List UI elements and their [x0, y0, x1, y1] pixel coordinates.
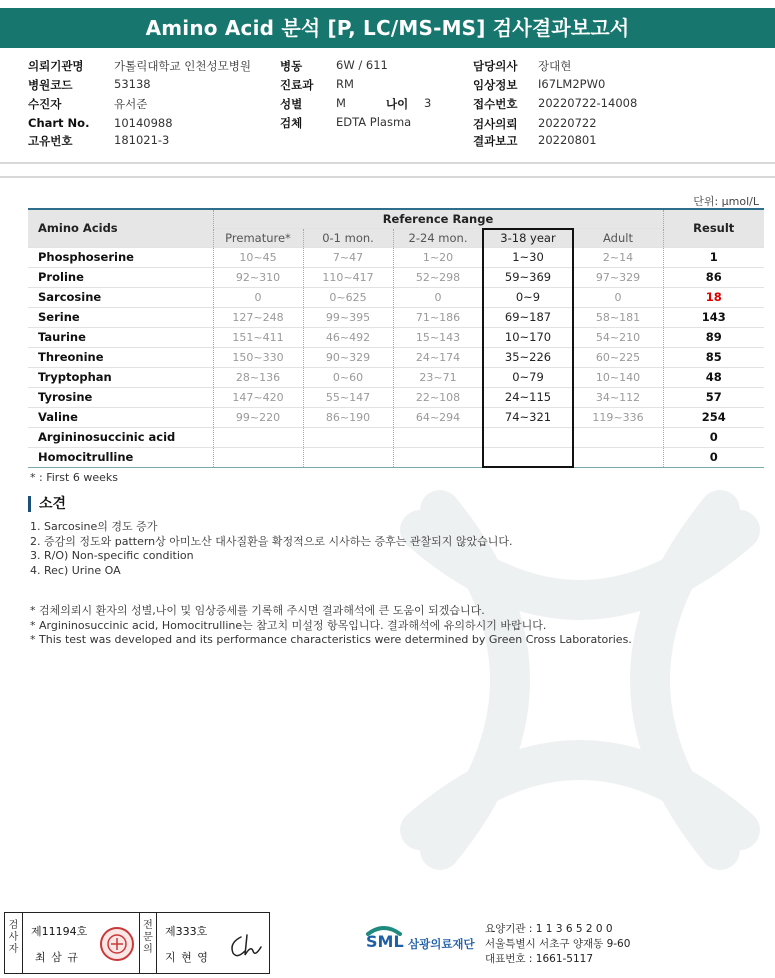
reference-range-cell: 15~143 [393, 327, 483, 347]
result-cell: 48 [663, 367, 764, 387]
reference-range-cell [483, 427, 573, 447]
finding-item: 3. R/O) Non-specific condition [30, 549, 194, 562]
org-name: 삼광의료재단 [408, 937, 475, 951]
range-subheader: 0-1 mon. [303, 228, 393, 247]
info-label: 임상정보 [473, 78, 518, 92]
reference-range-cell: 74~321 [483, 407, 573, 427]
reference-range-cell: 54~210 [573, 327, 663, 347]
reference-range-cell: 0~9 [483, 287, 573, 307]
range-subheader: 3-18 year [483, 228, 573, 247]
reference-range-cell [213, 427, 303, 447]
reference-range-cell: 92~310 [213, 267, 303, 287]
amino-acid-name: Tryptophan [28, 367, 213, 387]
info-value: EDTA Plasma [336, 115, 412, 129]
specialist-license: 제333호 [165, 925, 208, 938]
reference-range-cell [483, 447, 573, 467]
amino-acid-name: Tyrosine [28, 387, 213, 407]
section-divider [0, 162, 775, 164]
reference-range-cell: 34~112 [573, 387, 663, 407]
table-row [28, 427, 764, 447]
reference-range-cell: 86~190 [303, 407, 393, 427]
reference-range-cell: 60~225 [573, 347, 663, 367]
reference-range-cell: 1~30 [483, 247, 573, 267]
info-value: 20220801 [538, 133, 597, 147]
amino-acid-name: Proline [28, 267, 213, 287]
info-label: 결과보고 [473, 134, 518, 148]
info-label: 접수번호 [473, 97, 518, 111]
table-row [28, 447, 764, 467]
reference-range-cell: 0 [393, 287, 483, 307]
result-cell: 86 [663, 267, 764, 287]
note-item: * Argininosuccinic acid, Homocitrulline는 참고치 미설정 항목입니다. 결과해석에 유의하시기 바랍니다. [30, 618, 547, 632]
info-value: M [336, 96, 346, 110]
reference-range-cell: 24~115 [483, 387, 573, 407]
reference-range-cell [303, 447, 393, 467]
reference-range-cell: 1~20 [393, 247, 483, 267]
info-value: 가톨릭대학교 인천성모병원 [114, 59, 251, 73]
amino-acid-table [28, 208, 764, 468]
info-value: I67LM2PW0 [538, 77, 606, 91]
examiner-license: 제11194호 [31, 925, 88, 938]
reference-range-cell: 52~298 [393, 267, 483, 287]
reference-range-cell: 55~147 [303, 387, 393, 407]
info-label: 성별 [280, 97, 303, 111]
result-cell: 0 [663, 427, 764, 447]
specialist-name: 지 현 영 [165, 951, 209, 964]
reference-range-cell: 150~330 [213, 347, 303, 367]
reference-range-cell: 10~140 [573, 367, 663, 387]
info-value: 유서준 [114, 97, 148, 111]
table-row [28, 407, 764, 427]
findings-title: 소견 [28, 496, 66, 512]
reference-range-cell: 10~45 [213, 247, 303, 267]
report-title: Amino Acid 분석 [P, LC/MS-MS] 검사결과보고서 [0, 8, 775, 48]
reference-range-cell: 99~395 [303, 307, 393, 327]
reference-range-cell: 119~336 [573, 407, 663, 427]
reference-range-cell: 110~417 [303, 267, 393, 287]
amino-acid-name: Homocitrulline [28, 447, 213, 467]
info-value: 3 [424, 96, 432, 110]
reference-range-cell: 0~625 [303, 287, 393, 307]
reference-range-cell: 46~492 [303, 327, 393, 347]
reference-range-cell: 99~220 [213, 407, 303, 427]
signature-box [4, 912, 270, 974]
info-label: Chart No. [28, 116, 90, 130]
reference-range-cell: 24~174 [393, 347, 483, 367]
table-row [28, 247, 764, 267]
finding-item: 1. Sarcosine의 경도 증가 [30, 520, 158, 533]
result-cell: 89 [663, 327, 764, 347]
amino-acid-name: Argininosuccinic acid [28, 427, 213, 447]
reference-range-cell [393, 427, 483, 447]
org-code: 요양기관 : 1 1 3 6 5 2 0 0 [485, 923, 613, 935]
info-label: 병동 [280, 59, 303, 73]
result-cell: 57 [663, 387, 764, 407]
reference-range-cell: 58~181 [573, 307, 663, 327]
reference-range-cell [573, 447, 663, 467]
info-value: 53138 [114, 77, 151, 91]
examiner-name: 최 삼 규 [35, 951, 79, 964]
seal-stamp-icon [97, 925, 137, 963]
info-label: 고유번호 [28, 134, 73, 148]
reference-range-cell: 28~136 [213, 367, 303, 387]
reference-range-cell: 127~248 [213, 307, 303, 327]
info-label: 의뢰기관명 [28, 59, 84, 73]
table-row [28, 387, 764, 407]
info-label: 검체 [280, 116, 303, 130]
info-value: 20220722 [538, 116, 597, 130]
examiner-label: 검 사 자 [5, 913, 23, 973]
table-footnote: * : First 6 weeks [30, 471, 118, 484]
reference-range-cell: 71~186 [393, 307, 483, 327]
reference-range-cell: 2~14 [573, 247, 663, 267]
info-value: RM [336, 77, 354, 91]
org-phone: 대표번호 : 1661-5117 [485, 953, 594, 965]
unit-label: 단위: μmol/L [693, 195, 759, 208]
info-label: 수진자 [28, 97, 62, 111]
reference-range-cell [393, 447, 483, 467]
result-cell: 1 [663, 247, 764, 267]
amino-acid-name: Threonine [28, 347, 213, 367]
reference-range-cell: 10~170 [483, 327, 573, 347]
reference-range-cell: 97~329 [573, 267, 663, 287]
range-subheader: 2-24 mon. [393, 228, 483, 247]
info-value: 20220722-14008 [538, 96, 638, 110]
section-divider [0, 176, 775, 178]
reference-range-cell: 90~329 [303, 347, 393, 367]
info-value: 장대현 [538, 59, 572, 73]
reference-range-cell: 64~294 [393, 407, 483, 427]
amino-acid-name: Valine [28, 407, 213, 427]
result-cell: 18 [663, 287, 764, 307]
reference-range-cell: 147~420 [213, 387, 303, 407]
reference-range-cell: 35~226 [483, 347, 573, 367]
range-subheader: Premature* [213, 228, 303, 247]
amino-acid-name: Taurine [28, 327, 213, 347]
org-info [485, 922, 630, 967]
amino-acid-name: Serine [28, 307, 213, 327]
specialist-label: 전 문 의 [139, 913, 157, 973]
result-cell: 0 [663, 447, 764, 467]
note-item: * 검체의뢰시 환자의 성별,나이 및 임상증세를 기록해 주시면 결과해석에 큰 도움이 되겠습니다. [30, 604, 485, 617]
column-header-result: Result [663, 209, 764, 247]
reference-range-cell [303, 427, 393, 447]
range-subheader: Adult [573, 228, 663, 247]
column-header-reference-range: Reference Range [213, 209, 663, 228]
handwritten-signature-icon [227, 929, 265, 961]
info-label: 병원코드 [28, 78, 73, 92]
amino-acid-name: Sarcosine [28, 287, 213, 307]
org-address: 서울특별시 서초구 양재동 9-60 [485, 938, 631, 950]
reference-range-cell: 7~47 [303, 247, 393, 267]
info-label: 진료과 [280, 78, 314, 92]
table-row [28, 327, 764, 347]
reference-range-cell: 0~60 [303, 367, 393, 387]
reference-range-cell: 22~108 [393, 387, 483, 407]
info-label: 담당의사 [473, 59, 518, 73]
reference-range-cell [213, 447, 303, 467]
reference-range-cell: 151~411 [213, 327, 303, 347]
table-row [28, 287, 764, 307]
info-label: 검사의뢰 [473, 117, 518, 131]
reference-range-cell: 59~369 [483, 267, 573, 287]
finding-item: 2. 증감의 정도와 pattern상 아미노산 대사질환을 확정적으로 시사하는 증후는 관찰되지 않았습니다. [30, 534, 513, 548]
table-row [28, 267, 764, 287]
info-value: 10140988 [114, 116, 173, 130]
table-row [28, 307, 764, 327]
column-header-amino-acids: Amino Acids [28, 209, 213, 247]
table-row [28, 347, 764, 367]
info-label: 나이 [386, 97, 409, 111]
amino-acid-name: Phosphoserine [28, 247, 213, 267]
reference-range-cell: 0~79 [483, 367, 573, 387]
info-value: 6W / 611 [336, 58, 388, 72]
result-cell: 85 [663, 347, 764, 367]
reference-range-cell: 23~71 [393, 367, 483, 387]
result-cell: 143 [663, 307, 764, 327]
note-item: * This test was developed and its performance characteristics were determined by Green Cross Laboratories. [30, 633, 632, 646]
notes-list [30, 604, 632, 648]
result-cell: 254 [663, 407, 764, 427]
table-row [28, 367, 764, 387]
patient-info [0, 56, 775, 152]
reference-range-cell [573, 427, 663, 447]
reference-range-cell: 69~187 [483, 307, 573, 327]
info-value: 181021-3 [114, 133, 170, 147]
reference-range-cell: 0 [213, 287, 303, 307]
findings-list [30, 520, 513, 578]
logo-wordmark: SML [366, 932, 404, 951]
finding-item: 4. Rec) Urine OA [30, 563, 121, 577]
reference-range-cell: 0 [573, 287, 663, 307]
